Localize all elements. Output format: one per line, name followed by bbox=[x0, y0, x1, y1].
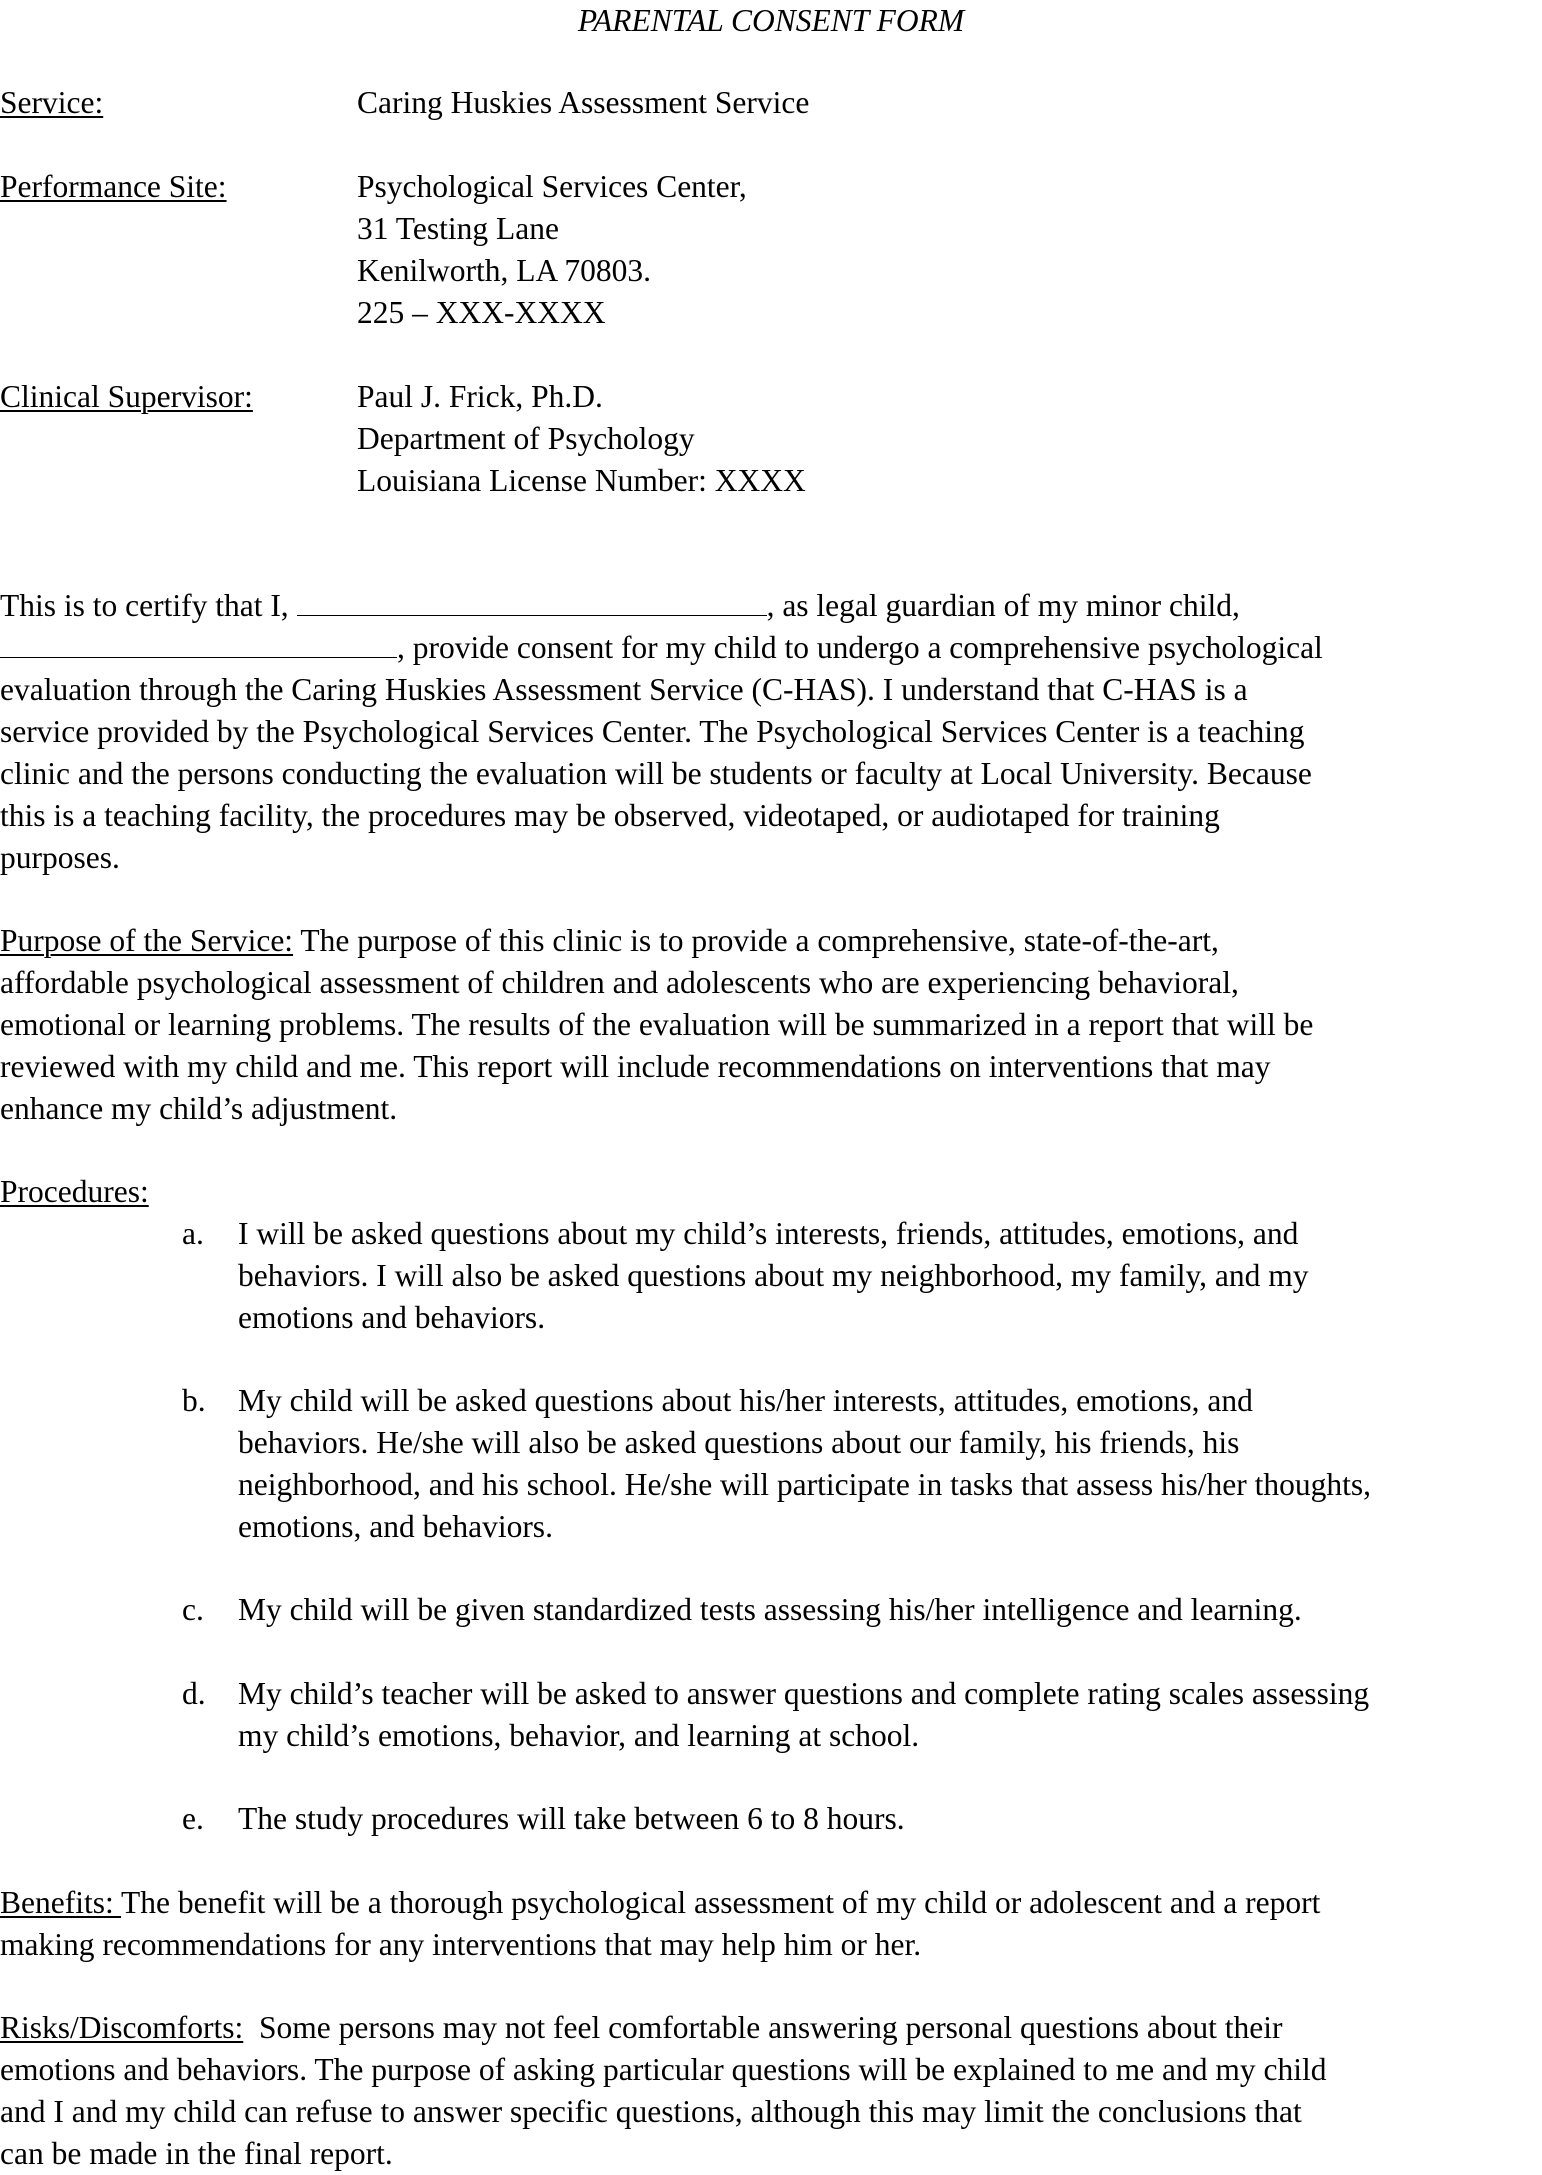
risks-text: Some persons may not feel comfortable answering personal questions about their bbox=[243, 2010, 1283, 2045]
risks-line: and I and my child can refuse to answer specific questions, although this may limit the conclusions that bbox=[0, 2094, 1302, 2129]
procedure-marker: c. bbox=[182, 1592, 204, 1627]
clinical-supervisor-label: Clinical Supervisor: bbox=[0, 379, 253, 414]
procedure-marker: a. bbox=[182, 1216, 204, 1251]
purpose-line: emotional or learning problems. The results of the evaluation will be summarized in a report that will be bbox=[0, 1007, 1314, 1042]
procedure-line: My child will be asked questions about his/her interests, attitudes, emotions, and bbox=[238, 1383, 1253, 1418]
risks-line bbox=[0, 2007, 1283, 2049]
procedures-heading: Procedures: bbox=[0, 1174, 149, 1209]
procedure-line: My child will be given standardized tests assessing his/her intelligence and learning. bbox=[238, 1592, 1302, 1627]
procedure-line: emotions and behaviors. bbox=[238, 1300, 546, 1335]
service-value: Caring Huskies Assessment Service bbox=[357, 85, 810, 120]
certify-line: this is a teaching facility, the procedures may be observed, videotaped, or audiotaped for training bbox=[0, 798, 1220, 833]
certify-line: evaluation through the Caring Huskies Assessment Service (C-HAS). I understand that C-HAS is a bbox=[0, 672, 1248, 707]
benefits-line bbox=[0, 1882, 1320, 1924]
benefits-heading: Benefits: bbox=[0, 1885, 122, 1920]
procedure-marker: b. bbox=[182, 1383, 206, 1418]
certify-text: This is to certify that I, bbox=[0, 588, 289, 623]
purpose-line: reviewed with my child and me. This report will include recommendations on interventions that may bbox=[0, 1049, 1271, 1084]
procedure-line: emotions, and behaviors. bbox=[238, 1509, 553, 1544]
supervisor-line: Paul J. Frick, Ph.D. bbox=[357, 379, 603, 414]
supervisor-line: Louisiana License Number: XXXX bbox=[357, 463, 806, 498]
site-line: Kenilworth, LA 70803. bbox=[357, 253, 651, 288]
purpose-line: affordable psychological assessment of children and adolescents who are experiencing behavioral, bbox=[0, 965, 1239, 1000]
procedure-line: behaviors. I will also be asked questions about my neighborhood, my family, and my bbox=[238, 1258, 1309, 1293]
performance-site-label: Performance Site: bbox=[0, 169, 227, 204]
benefits-text: The benefit will be a thorough psychological assessment of my child or adolescent and a report bbox=[121, 1885, 1321, 1920]
form-title: PARENTAL CONSENT FORM bbox=[577, 3, 965, 38]
service-label: Service: bbox=[0, 85, 104, 120]
certify-line: service provided by the Psychological Services Center. The Psychological Services Center is a teaching bbox=[0, 714, 1305, 749]
supervisor-line: Department of Psychology bbox=[357, 421, 695, 456]
certify-line bbox=[0, 627, 1323, 669]
purpose-line: enhance my child’s adjustment. bbox=[0, 1091, 398, 1126]
procedure-line: neighborhood, and his school. He/she will participate in tasks that assess his/her thoughts, bbox=[238, 1467, 1371, 1502]
procedure-line: I will be asked questions about my child’s interests, friends, attitudes, emotions, and bbox=[238, 1216, 1299, 1251]
site-line: Psychological Services Center, bbox=[357, 169, 747, 204]
procedure-marker: e. bbox=[182, 1801, 204, 1836]
procedure-line: my child’s emotions, behavior, and learning at school. bbox=[238, 1718, 920, 1753]
purpose-text: The purpose of this clinic is to provide a comprehensive, state-of-the-art, bbox=[293, 923, 1219, 958]
procedure-line: My child’s teacher will be asked to answer questions and complete rating scales assessing bbox=[238, 1676, 1370, 1711]
risks-line: emotions and behaviors. The purpose of asking particular questions will be explained to me and my child bbox=[0, 2052, 1327, 2087]
certify-line: clinic and the persons conducting the evaluation will be students or faculty at Local University. Because bbox=[0, 756, 1312, 791]
benefits-line: making recommendations for any interventions that may help him or her. bbox=[0, 1927, 922, 1962]
procedure-line: behaviors. He/she will also be asked questions about our family, his friends, his bbox=[238, 1425, 1240, 1460]
guardian-name-blank[interactable] bbox=[297, 587, 767, 616]
child-name-blank[interactable] bbox=[0, 629, 397, 658]
certify-text: , as legal guardian of my minor child, bbox=[766, 588, 1240, 623]
purpose-heading: Purpose of the Service: bbox=[0, 923, 294, 958]
certify-line: purposes. bbox=[0, 840, 120, 875]
purpose-line bbox=[0, 920, 1219, 962]
risks-heading: Risks/Discomforts: bbox=[0, 2010, 244, 2045]
certify-line bbox=[0, 585, 1240, 627]
procedure-marker: d. bbox=[182, 1676, 206, 1711]
certify-text: , provide consent for my child to undergo a comprehensive psychological bbox=[397, 630, 1323, 665]
risks-line: can be made in the final report. bbox=[0, 2136, 393, 2171]
site-line: 225 – XXX-XXXX bbox=[357, 295, 606, 330]
site-line: 31 Testing Lane bbox=[357, 211, 559, 246]
procedure-line: The study procedures will take between 6 to 8 hours. bbox=[238, 1801, 905, 1836]
